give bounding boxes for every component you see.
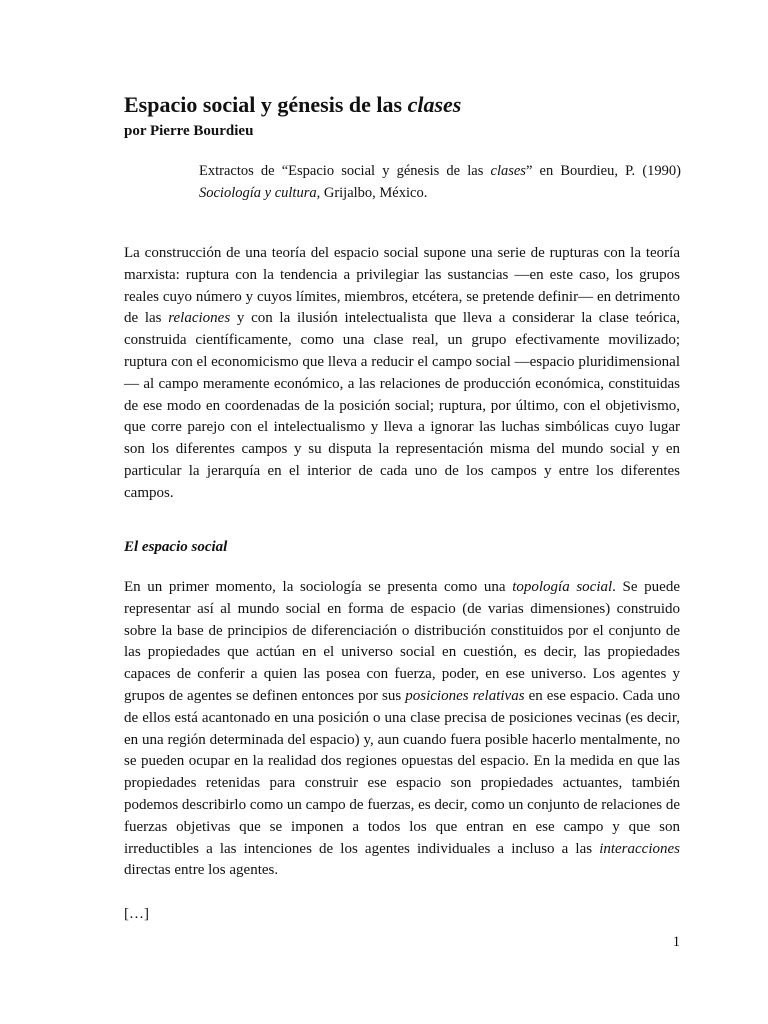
extract-note-text: , Grijalbo, México. (316, 185, 428, 201)
paragraph-text: . Se puede representar así al mundo social en forma de espacio (de varias dimensiones) construido sobre la base de principios de diferenciación o distribución constituidos por el conjunto de las propiedades que actúan en el universo social en cuestión, es decir, las propiedades capaces de conferir a quien las posea con fuerza, poder, en ese universo. Los agentes y grupos de agentes se definen entonces por sus (124, 579, 680, 704)
paragraph-emphasis: topología social (512, 579, 613, 595)
body-paragraph (124, 243, 680, 505)
paragraph-text: La construcción de una teoría del espacio social supone una serie de rupturas con la teoría marxista: ruptura con la tendencia a privilegiar las sustancias —en este caso, los grupos reales cuyo número y cuyos límites, miembros, etcétera, se pretende definir— en detrimento de las (124, 245, 680, 327)
document-title (124, 92, 461, 118)
document-page (124, 0, 680, 1024)
paragraph-text: y con la ilusión intelectualista que lleva a considerar la clase teórica, construida científicamente, como una clase real, un grupo efectivamente movilizado; ruptura con el economicismo que lleva a reducir el campo social —espacio pluridimensional— al campo meramente económico, a las relaciones de producción económica, constituidas de ese modo en coordenadas de la posición social; ruptura, por último, con el objetivismo, que corre parejo con el intelectualismo y lleva a ignorar las luchas simbólicas cuyo lugar son los diferentes campos y su disputa la representación misma del mundo social y en particular la jerarquía en el interior de cada uno de los campos y entre los diferentes campos. (124, 310, 680, 501)
title-text: Espacio social y génesis de las (124, 92, 408, 117)
omission-marker: […] (124, 906, 149, 922)
extract-note-book-title: Sociología y cultura (199, 185, 317, 201)
title-italic-word: clases (407, 92, 462, 117)
paragraph-emphasis: relaciones (168, 310, 231, 327)
paragraph-text: en ese espacio. Cada uno de ellos está acantonado en una posición o una clase precisa de posiciones vecinas (es decir, en una región determinada del espacio) y, aun cuando fuera posible hacerlo mentalmente, no se pueden ocupar en la realidad dos regiones opuestas del espacio. En la medida en que las propiedades retenidas para construir ese espacio son propiedades actuantes, también podemos describirlo como un campo de fuerzas, es decir, como un conjunto de relaciones de fuerzas objetivas que se imponen a todos los que entran en ese campo y que son irreductibles a las intenciones de los agentes individuales a incluso a las (124, 687, 681, 857)
extract-note-text: Extractos de “Espacio social y génesis de las (199, 163, 491, 179)
extract-note-text: ” en Bourdieu, P. (1990) (525, 163, 681, 179)
paragraph-text: directas entre los agentes. (124, 862, 279, 879)
paragraph-text: En un primer momento, la sociología se presenta como una (124, 579, 513, 595)
body-paragraph (124, 577, 680, 882)
paragraph-emphasis: interacciones (599, 840, 680, 857)
page-number: 1 (672, 934, 680, 950)
extract-note (199, 160, 681, 204)
author-line: por Pierre Bourdieu (124, 123, 254, 139)
section-heading: El espacio social (124, 539, 228, 555)
extract-note-italic: clases (490, 163, 526, 179)
paragraph-emphasis: posiciones relativas (405, 687, 525, 704)
